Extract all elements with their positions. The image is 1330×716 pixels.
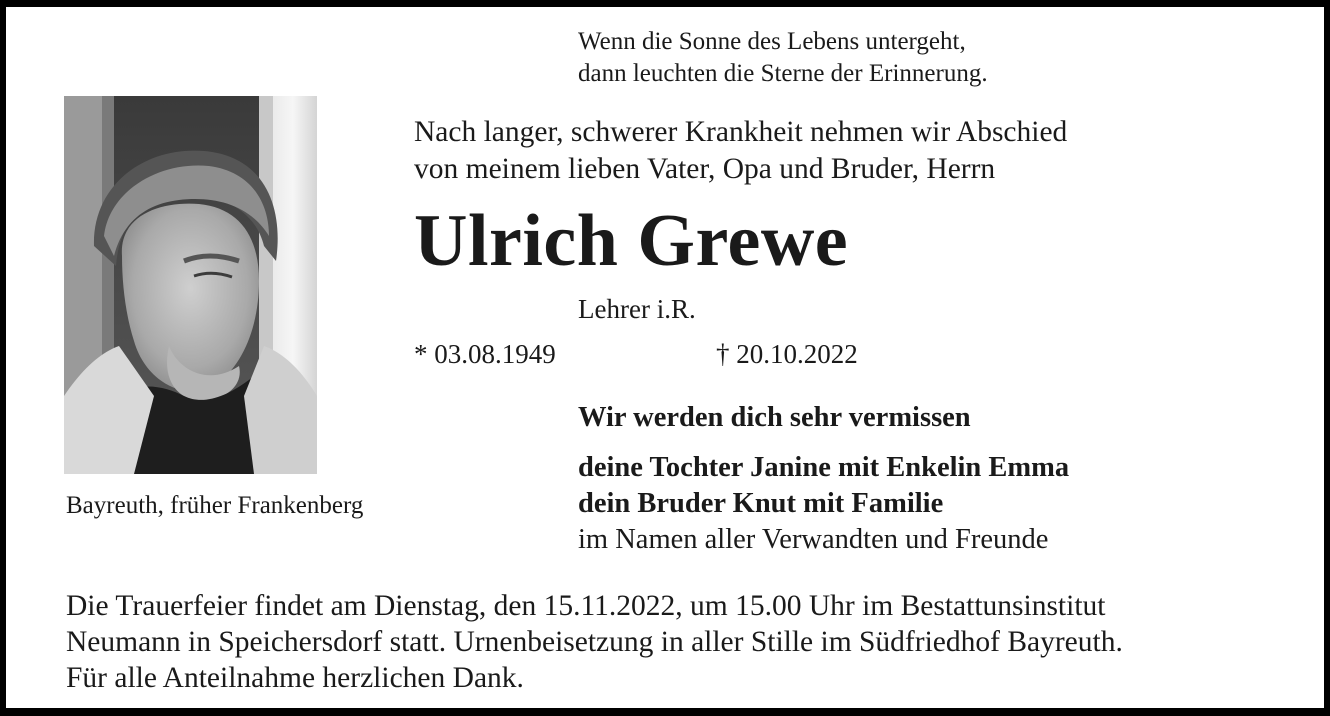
motto-line-1: Wenn die Sonne des Lebens untergeht, xyxy=(578,28,966,55)
portrait-photo xyxy=(64,96,317,474)
mourners-headline: Wir werden dich sehr vermissen xyxy=(578,402,971,433)
mourner-line-3: im Namen aller Verwandten und Freunde xyxy=(578,524,1049,555)
mourner-line-2: dein Bruder Knut mit Familie xyxy=(578,488,944,519)
intro-line-2: von meinem lieben Vater, Opa und Bruder, Herrn xyxy=(414,153,996,185)
funeral-line-2: Neumann in Speichersdorf statt. Urnenbeisetzung in aller Stille im Südfriedhof Bayreuth. xyxy=(66,626,1123,658)
motto xyxy=(578,26,988,90)
mourners-list xyxy=(578,450,1069,558)
funeral-line-1: Die Trauerfeier findet am Dienstag, den 15.11.2022, um 15.00 Uhr im Bestattunsinstitut xyxy=(66,590,1106,622)
intro-text xyxy=(414,114,1067,188)
deceased-place: Bayreuth, früher Frankenberg xyxy=(66,492,364,519)
deceased-profession: Lehrer i.R. xyxy=(578,294,696,324)
funeral-line-3: Für alle Anteilnahme herzlichen Dank. xyxy=(66,662,524,694)
death-date: † 20.10.2022 xyxy=(716,339,858,369)
motto-line-2: dann leuchten die Sterne der Erinnerung. xyxy=(578,60,988,87)
deceased-name: Ulrich Grewe xyxy=(414,200,849,282)
intro-line-1: Nach langer, schwerer Krankheit nehmen wir Abschied xyxy=(414,116,1068,148)
portrait-photo-graphic xyxy=(64,96,317,474)
birth-date: * 03.08.1949 xyxy=(414,339,556,369)
funeral-info xyxy=(66,588,1123,696)
mourner-line-1: deine Tochter Janine mit Enkelin Emma xyxy=(578,452,1070,483)
